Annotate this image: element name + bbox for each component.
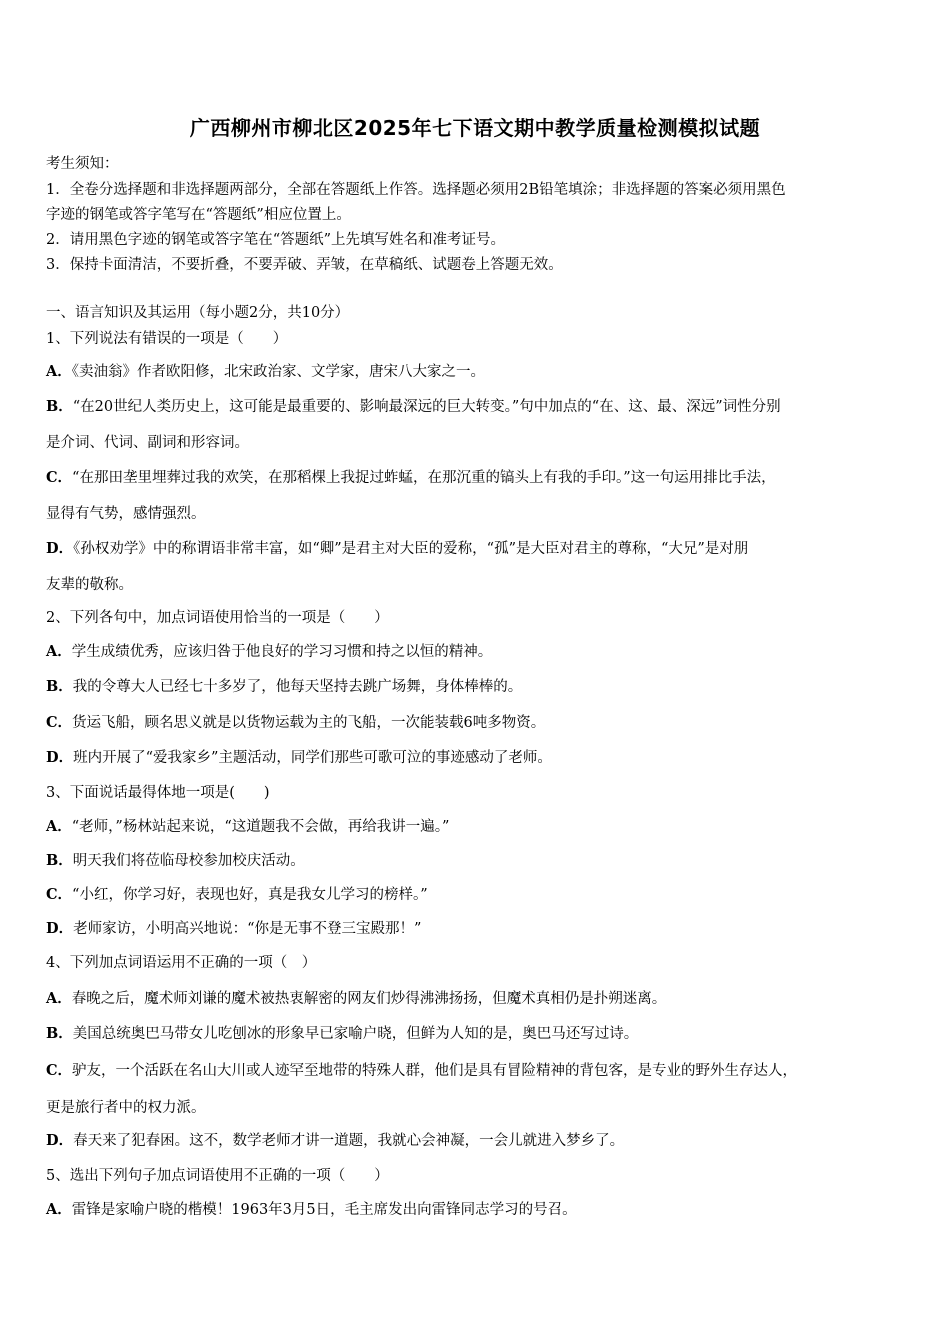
page-title: 广西柳州市柳北区2025年七下语文期中教学质量检测模拟试题 bbox=[189, 116, 761, 140]
option-text: 学生成绩优秀，应该归咎于他良好的学习习惯和持之以恒的精神。 bbox=[71, 644, 493, 660]
option-text: 货运飞船，顾名思义就是以货物运载为主的飞船，一次能装载6吨多物资。 bbox=[72, 715, 546, 731]
option-label: B． bbox=[46, 678, 73, 695]
question-stem: 5、选出下列句子加点词语使用不正确的一项（ ） bbox=[46, 1168, 389, 1184]
option-label: A． bbox=[46, 990, 72, 1007]
option-text: 美国总统奥巴马带女儿吃刨冰的形象早已家喻户晓，但鲜为人知的是，奥巴马还写过诗。 bbox=[72, 1026, 639, 1042]
option-label: B． bbox=[46, 398, 73, 415]
option-label: D． bbox=[46, 1132, 74, 1149]
option-label: B． bbox=[46, 1025, 73, 1042]
notice-item: 字迹的钢笔或答字笔写在“答题纸”相应位置上。 bbox=[46, 207, 351, 223]
option-c bbox=[46, 466, 776, 487]
question-stem: 4、下列加点词语运用不正确的一项（ ） bbox=[46, 955, 317, 971]
option-a bbox=[46, 987, 666, 1008]
notice-heading: 考生须知： bbox=[46, 156, 119, 172]
option-text: “在20世纪人类历史上，这可能是最重要的、影响最深远的巨大转变。”句中加点的“在、这、最、深远”词性分别 bbox=[72, 399, 781, 415]
option-label: A． bbox=[46, 643, 72, 660]
option-continuation: 是介词、代词、副词和形容词。 bbox=[46, 435, 249, 451]
option-text: “小红，你学习好，表现也好，真是我女儿学习的榜样。” bbox=[72, 887, 428, 903]
option-text: 《孙权劝学》中的称谓语非常丰富，如“卿”是君主对大臣的爱称，“孤”是大臣对君主的尊称，“大兄”是对朋 bbox=[73, 541, 749, 557]
option-text: 班内开展了“爱我家乡”主题活动，同学们那些可歌可泣的事迹感动了老师。 bbox=[73, 750, 552, 766]
option-a bbox=[46, 360, 485, 381]
option-c bbox=[46, 1059, 797, 1080]
option-label: C． bbox=[46, 1062, 73, 1079]
section-heading: 一、语言知识及其运用（每小题2分，共10分） bbox=[46, 305, 350, 321]
option-b bbox=[46, 395, 781, 416]
option-a bbox=[46, 640, 492, 661]
question-stem: 3、下面说话最得体地一项是( ) bbox=[46, 785, 270, 801]
option-label: D． bbox=[46, 540, 74, 557]
option-b bbox=[46, 1022, 638, 1043]
option-label: C． bbox=[46, 469, 73, 486]
option-label: A． bbox=[46, 363, 72, 380]
option-text: 春晚之后，魔术师刘谦的魔术被热衷解密的网友们炒得沸沸扬扬，但魔术真相仍是扑朔迷离。 bbox=[71, 991, 667, 1007]
notice-item: 2．请用黑色字迹的钢笔或答字笔在“答题纸”上先填写姓名和准考证号。 bbox=[46, 232, 506, 248]
option-text: 春天来了犯春困。这不，数学老师才讲一道题，我就心会神凝，一会儿就进入梦乡了。 bbox=[73, 1133, 625, 1149]
question-stem: 2、下列各句中，加点词语使用恰当的一项是（ ） bbox=[46, 610, 389, 626]
question-stem: 1、下列说法有错误的一项是（ ） bbox=[46, 331, 288, 347]
option-d bbox=[46, 1129, 624, 1150]
option-b bbox=[46, 849, 305, 870]
option-d bbox=[46, 537, 748, 558]
option-label: B． bbox=[46, 852, 73, 869]
notice-item: 1．全卷分选择题和非选择题两部分，全部在答题纸上作答。选择题必须用2B铅笔填涂；非选择题的答案必须用黑色 bbox=[46, 182, 786, 198]
option-label: C． bbox=[46, 714, 73, 731]
notice-item: 3．保持卡面清洁，不要折叠，不要弄破、弄皱，在草稿纸、试题卷上答题无效。 bbox=[46, 257, 563, 273]
option-text: 明天我们将莅临母校参加校庆活动。 bbox=[72, 853, 305, 869]
option-text: 驴友，一个活跃在名山大川或人迹罕至地带的特殊人群，他们是具有冒险精神的背包客，是专业的野外生存达人， bbox=[72, 1063, 798, 1079]
option-a bbox=[46, 815, 449, 836]
option-continuation: 友辈的敬称。 bbox=[46, 577, 133, 593]
option-label: D． bbox=[46, 920, 74, 937]
option-label: C． bbox=[46, 886, 73, 903]
option-b bbox=[46, 675, 522, 696]
option-d bbox=[46, 917, 421, 938]
option-text: 老师家访，小明高兴地说：“你是无事不登三宝殿那！” bbox=[73, 921, 422, 937]
option-label: A． bbox=[46, 1201, 72, 1218]
option-text: “在那田垄里埋葬过我的欢笑，在那稻棵上我捉过蚱蜢，在那沉重的镐头上有我的手印。”这一句运用排比手法， bbox=[72, 470, 776, 486]
option-text: “老师，”杨林站起来说，“这道题我不会做，再给我讲一遍。” bbox=[71, 819, 450, 835]
option-continuation: 更是旅行者中的权力派。 bbox=[46, 1100, 206, 1116]
option-d bbox=[46, 746, 552, 767]
option-a bbox=[46, 1198, 577, 1219]
option-c bbox=[46, 883, 428, 904]
option-text: 我的令尊大人已经七十多岁了，他每天坚持去跳广场舞，身体棒棒的。 bbox=[72, 679, 523, 695]
option-label: D． bbox=[46, 749, 74, 766]
option-c bbox=[46, 711, 545, 732]
option-text: 《卖油翁》作者欧阳修，北宋政治家、文学家，唐宋八大家之一。 bbox=[71, 364, 486, 380]
option-text: 雷锋是家喻户晓的楷模！1963年3月5日，毛主席发出向雷锋同志学习的号召。 bbox=[71, 1202, 577, 1218]
option-continuation: 显得有气势，感情强烈。 bbox=[46, 506, 206, 522]
option-label: A． bbox=[46, 818, 72, 835]
